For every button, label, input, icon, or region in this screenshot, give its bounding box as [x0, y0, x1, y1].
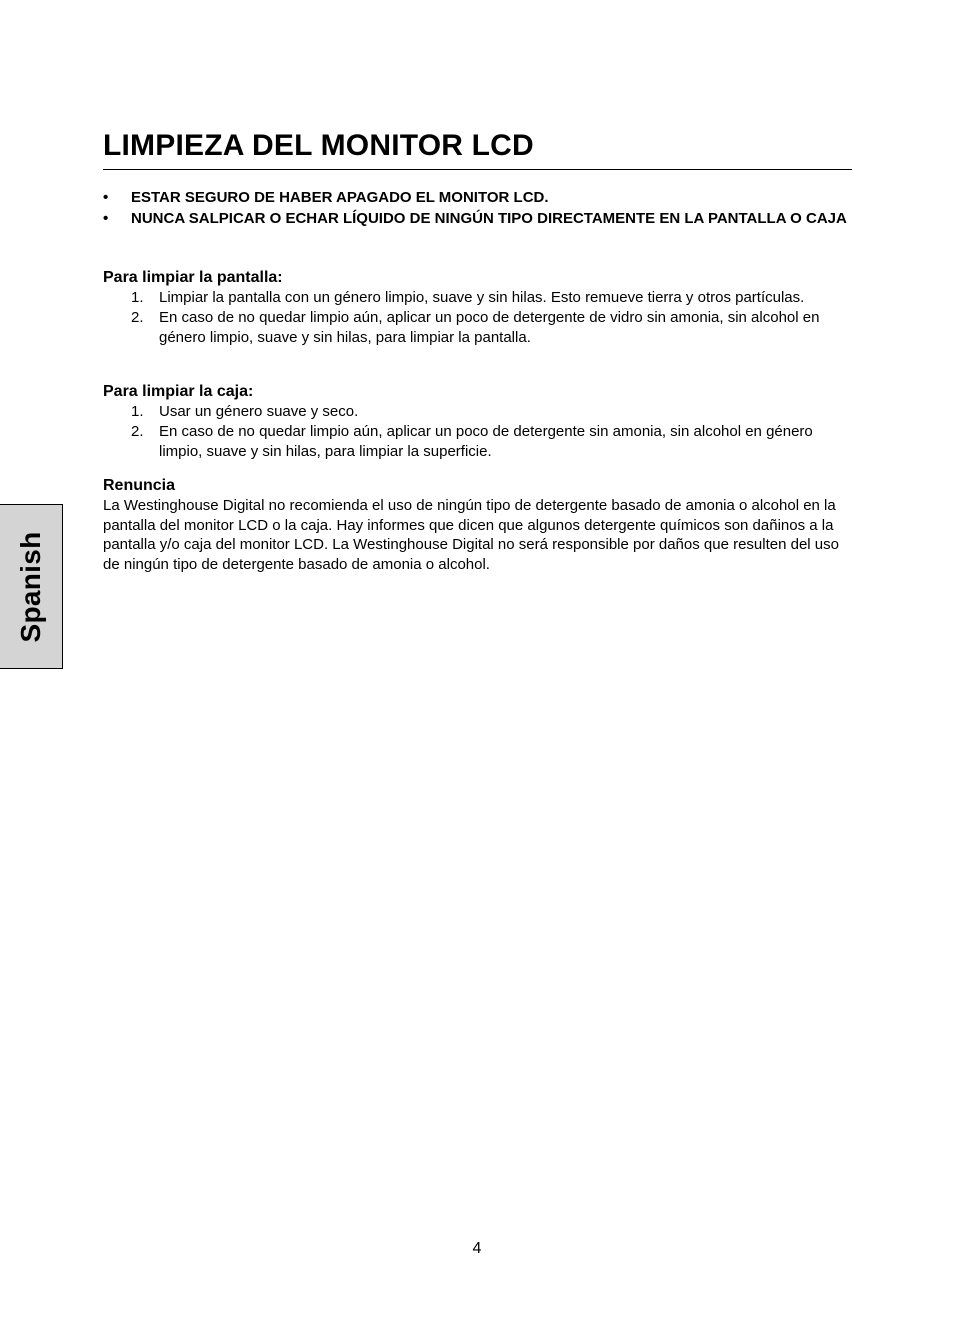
warning-item: [103, 188, 852, 208]
item-text: En caso de no quedar limpio aún, aplicar un poco de detergente de vidro sin amonia, sin alcohol en género limpio, suave y sin hilas, para limpiar la pantalla.: [159, 309, 820, 346]
warning-text: ESTAR SEGURO DE HABER APAGADO EL MONITOR LCD.: [131, 189, 549, 206]
item-text: En caso de no quedar limpio aún, aplicar un poco de detergente sin amonia, sin alcohol en género limpio, suave y sin hilas, para limpiar la superficie.: [159, 423, 813, 460]
item-number: 1.: [131, 403, 144, 420]
list-item: [103, 288, 852, 308]
page-number: 4: [472, 1240, 482, 1257]
list-item: [103, 402, 852, 422]
section-heading: Renuncia: [103, 477, 176, 494]
disclaimer-text: La Westinghouse Digital no recomienda el uso de ningún tipo de detergente basado de amonia o alcohol en la pantalla del monitor LCD o la caja. Hay informes que dicen que algunos detergente químicos son dañinos a la pantalla y/o caja del monitor LCD. La Westinghouse Digital no será responsible por daños que resulten del uso de ningún tipo de detergente basado de amonia o alcohol.: [103, 497, 839, 573]
section-clean-screen: [103, 268, 852, 348]
section-disclaimer: [103, 476, 852, 574]
item-number: 1.: [131, 289, 144, 306]
section-heading: Para limpiar la caja:: [103, 383, 254, 400]
steps-list: [103, 288, 852, 347]
language-tab: [0, 504, 63, 669]
warning-item: [103, 209, 852, 229]
steps-list: [103, 402, 852, 461]
item-text: Usar un género suave y seco.: [159, 403, 359, 420]
bullet-icon: •: [103, 189, 109, 206]
warning-text: NUNCA SALPICAR O ECHAR LÍQUIDO DE NINGÚN TIPO DIRECTAMENTE EN LA PANTALLA O CAJA: [131, 210, 847, 227]
page-title: LIMPIEZA DEL MONITOR LCD: [103, 129, 534, 162]
bullet-icon: •: [103, 210, 109, 227]
list-item: [103, 422, 852, 461]
section-heading: Para limpiar la pantalla:: [103, 269, 283, 286]
section-clean-case: [103, 382, 852, 462]
item-number: 2.: [131, 309, 144, 326]
list-item: [103, 308, 852, 347]
language-tab-label: Spanish: [15, 530, 46, 643]
item-text: Limpiar la pantalla con un género limpio, suave y sin hilas. Esto remueve tierra y otros partículas.: [159, 289, 805, 306]
warning-list: [103, 188, 852, 230]
item-number: 2.: [131, 423, 144, 440]
title-divider: [103, 169, 852, 170]
